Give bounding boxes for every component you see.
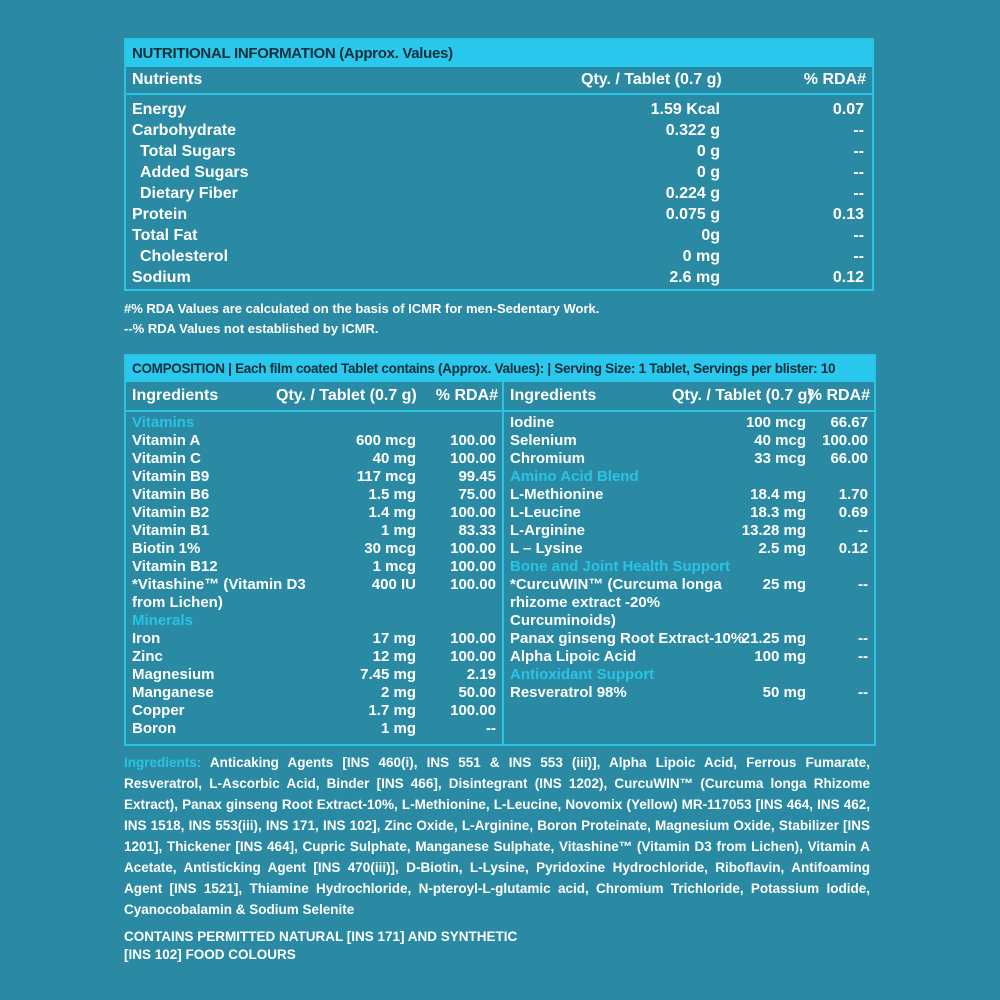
ingredient-qty: 17 mg bbox=[372, 630, 416, 647]
composition-right-column bbox=[504, 382, 874, 744]
ingredient-name: Biotin 1% bbox=[132, 540, 201, 557]
composition-table bbox=[124, 354, 876, 746]
nutrient-rda: 0.13 bbox=[832, 206, 864, 223]
colours-statement bbox=[124, 928, 517, 964]
ingredient-name: Vitamin B2 bbox=[132, 504, 210, 521]
ingredient-rda: 50.00 bbox=[458, 684, 496, 701]
ingredient-name: Resveratrol 98% bbox=[510, 684, 627, 701]
nutrient-rda: -- bbox=[853, 143, 864, 160]
section-heading: Bone and Joint Health Support bbox=[510, 558, 730, 575]
ingredient-qty: 600 mcg bbox=[355, 432, 416, 449]
ingredient-rda: 0.69 bbox=[838, 504, 868, 521]
ingredient-rda: -- bbox=[486, 720, 496, 737]
ingredient-rda: 83.33 bbox=[458, 522, 496, 539]
rda-note: --% RDA Values not established by ICMR. bbox=[124, 321, 379, 336]
header-qty: Qty. / Tablet (0.7 g) bbox=[581, 71, 722, 88]
ingredients-list bbox=[124, 752, 870, 920]
nutrient-name: Dietary Fiber bbox=[140, 185, 238, 202]
ingredients-label: Ingredients: bbox=[124, 755, 202, 770]
ingredient-name: L-Leucine bbox=[510, 504, 581, 521]
ingredient-qty: 1 mg bbox=[380, 522, 416, 539]
nutrition-row bbox=[126, 99, 872, 120]
nutrition-row bbox=[126, 183, 872, 204]
ingredient-qty: 100 mcg bbox=[745, 414, 806, 431]
ingredient-rda: 100.00 bbox=[450, 450, 496, 467]
ingredient-qty: 2 mg bbox=[380, 684, 416, 701]
colours-line: [INS 102] FOOD COLOURS bbox=[124, 947, 296, 962]
ingredient-row bbox=[504, 486, 874, 504]
nutrient-qty: 1.59 Kcal bbox=[650, 101, 720, 118]
nutrient-qty: 0.224 g bbox=[665, 185, 720, 202]
ingredient-qty: 1.4 mg bbox=[368, 504, 416, 521]
ingredient-row bbox=[126, 720, 502, 738]
ingredient-name: L-Arginine bbox=[510, 522, 585, 539]
nutrient-qty: 0.075 g bbox=[665, 206, 720, 223]
ingredient-row bbox=[126, 432, 502, 450]
nutrition-row bbox=[126, 204, 872, 225]
ingredient-rda: 0.12 bbox=[838, 540, 868, 557]
nutrient-rda: -- bbox=[853, 248, 864, 265]
ingredient-row bbox=[504, 540, 874, 558]
section-heading: Vitamins bbox=[132, 414, 195, 431]
ingredient-qty: 100 mg bbox=[754, 648, 806, 665]
nutrient-rda: -- bbox=[853, 227, 864, 244]
ingredient-row bbox=[504, 504, 874, 522]
ingredient-qty: 1 mcg bbox=[372, 558, 416, 575]
ingredient-rda: 100.00 bbox=[450, 630, 496, 647]
nutrition-title: NUTRITIONAL INFORMATION (Approx. Values) bbox=[126, 40, 872, 67]
section-heading: Amino Acid Blend bbox=[510, 468, 639, 485]
ingredient-name: Vitamin B12 bbox=[132, 558, 218, 575]
ingredient-row bbox=[126, 522, 502, 540]
ingredient-name: L – Lysine bbox=[510, 540, 583, 557]
ingredient-row bbox=[504, 648, 874, 666]
ingredient-qty: 13.28 mg bbox=[741, 522, 806, 539]
ingredient-rda: 100.00 bbox=[822, 432, 868, 449]
ingredient-name: Vitamin B9 bbox=[132, 468, 210, 485]
ingredient-qty: 1.7 mg bbox=[368, 702, 416, 719]
ingredient-name: *CurcuWIN™ (Curcuma longa rhizome extract -20% Curcuminoids) bbox=[510, 576, 722, 629]
ingredient-name: Vitamin B6 bbox=[132, 486, 210, 503]
ingredient-qty: 33 mcg bbox=[754, 450, 806, 467]
nutrition-rows bbox=[126, 95, 872, 288]
nutrient-rda: -- bbox=[853, 122, 864, 139]
ingredient-qty: 40 mg bbox=[372, 450, 416, 467]
ingredient-qty: 7.45 mg bbox=[360, 666, 416, 683]
nutrient-rda: 0.12 bbox=[832, 269, 864, 286]
ingredient-row bbox=[126, 666, 502, 684]
ingredient-qty: 21.25 mg bbox=[741, 630, 806, 647]
ingredient-row bbox=[126, 486, 502, 504]
ingredient-row bbox=[126, 504, 502, 522]
ingredient-rda: 100.00 bbox=[450, 540, 496, 557]
colours-line: CONTAINS PERMITTED NATURAL [INS 171] AND SYNTHETIC bbox=[124, 929, 518, 944]
ingredient-row bbox=[504, 522, 874, 540]
ingredient-rda: 100.00 bbox=[450, 558, 496, 575]
header-nutrients: Nutrients bbox=[132, 71, 203, 88]
ingredient-row bbox=[504, 432, 874, 450]
ingredient-rda: -- bbox=[858, 522, 868, 539]
composition-right-header bbox=[504, 382, 874, 412]
ingredient-qty: 50 mg bbox=[762, 684, 806, 701]
section-heading: Minerals bbox=[132, 612, 193, 629]
ingredient-name: Zinc bbox=[132, 648, 163, 665]
ingredient-rda: -- bbox=[858, 630, 868, 647]
ingredient-qty: 117 mcg bbox=[356, 468, 416, 485]
nutrient-name: Carbohydrate bbox=[132, 122, 237, 139]
nutrient-qty: 0 mg bbox=[682, 248, 720, 265]
ingredient-row bbox=[504, 414, 874, 432]
ingredient-name: Alpha Lipoic Acid bbox=[510, 648, 637, 665]
nutrition-row bbox=[126, 141, 872, 162]
ingredient-row bbox=[504, 576, 874, 630]
ingredient-rda: 100.00 bbox=[450, 504, 496, 521]
ingredient-qty: 1 mg bbox=[380, 720, 416, 737]
composition-left-header bbox=[126, 382, 502, 412]
rda-note: #% RDA Values are calculated on the basis of ICMR for men-Sedentary Work. bbox=[124, 301, 600, 316]
ingredient-qty: 25 mg bbox=[762, 576, 806, 593]
nutrition-row bbox=[126, 120, 872, 141]
ingredient-name: Magnesium bbox=[132, 666, 215, 683]
ingredient-rda: 100.00 bbox=[450, 648, 496, 665]
ingredient-row bbox=[126, 684, 502, 702]
ingredient-row bbox=[126, 468, 502, 486]
ingredient-row bbox=[126, 540, 502, 558]
ingredient-rda: 2.19 bbox=[466, 666, 496, 683]
ingredient-row bbox=[126, 576, 502, 612]
nutrient-name: Total Sugars bbox=[140, 143, 236, 160]
nutrition-row bbox=[126, 267, 872, 288]
ingredient-row bbox=[504, 684, 874, 702]
nutrition-row bbox=[126, 246, 872, 267]
ingredient-row bbox=[126, 450, 502, 468]
section-heading: Antioxidant Support bbox=[510, 666, 655, 683]
header-ingredients: Ingredients bbox=[510, 387, 597, 404]
ingredient-rda: 100.00 bbox=[450, 576, 496, 593]
ingredient-qty: 40 mcg bbox=[754, 432, 806, 449]
nutrient-rda: 0.07 bbox=[832, 101, 864, 118]
ingredient-qty: 12 mg bbox=[372, 648, 416, 665]
ingredient-name: Iron bbox=[132, 630, 161, 647]
ingredient-qty: 18.3 mg bbox=[750, 504, 806, 521]
nutrient-name: Total Fat bbox=[132, 227, 198, 244]
ingredient-rda: 1.70 bbox=[838, 486, 868, 503]
nutrient-name: Sodium bbox=[132, 269, 191, 286]
ingredient-name: Iodine bbox=[510, 414, 555, 431]
ingredient-name: Boron bbox=[132, 720, 177, 737]
nutrition-row bbox=[126, 162, 872, 183]
ingredient-qty: 18.4 mg bbox=[750, 486, 806, 503]
nutrient-qty: 0g bbox=[701, 227, 720, 244]
header-ingredients: Ingredients bbox=[132, 387, 219, 404]
nutrient-name: Added Sugars bbox=[140, 164, 249, 181]
ingredient-qty: 400 IU bbox=[371, 576, 416, 593]
ingredient-row bbox=[126, 558, 502, 576]
nutrition-row bbox=[126, 225, 872, 246]
ingredient-row bbox=[126, 630, 502, 648]
ingredient-name: *Vitashine™ (Vitamin D3 from Lichen) bbox=[132, 576, 306, 611]
ingredient-rda: 66.00 bbox=[830, 450, 868, 467]
ingredient-rda: 99.45 bbox=[458, 468, 496, 485]
ingredient-rda: -- bbox=[858, 648, 868, 665]
header-qty: Qty. / Tablet (0.7 g) bbox=[672, 387, 813, 404]
ingredients-text: Anticaking Agents [INS 460(i), INS 551 & INS 553 (iii)], Alpha Lipoic Acid, Ferrous Fumarate, Resveratrol, L-Ascorbic Acid, Binder [INS 466], Disintegrant (INS 1202), CurcuWIN™ (Curcuma longa Rhizome Extract), Panax ginseng Root Extract-10%, L-Methionine, L-Leucine, Novomix (Yellow) MR-117053 [INS 464, INS 462, INS 1518, INS 553(iii), INS 171, INS 102], Zinc Oxide, L-Arginine, Boron Proteinate, Magnesium Oxide, Stabilizer [INS 1201], Thickener [INS 464], Cupric Sulphate, Manganese Sulphate, Vitashine™ (Vitamin D3 from Lichen), Vitamin A Acetate, Antisticking Agent [INS 470(iii)], D-Biotin, L-Lysine, Pyridoxine Hydrochloride, Riboflavin, Antifoaming Agent [INS 1521], Thiamine Hydrochloride, N-pteroyl-L-glutamic acid, Chromium Trichloride, Potassium Iodide, Cyanocobalamin & Sodium Selenite bbox=[124, 755, 870, 917]
ingredient-qty: 30 mcg bbox=[364, 540, 416, 557]
ingredient-rda: 100.00 bbox=[450, 702, 496, 719]
nutrient-name: Protein bbox=[132, 206, 188, 223]
ingredient-qty: 2.5 mg bbox=[758, 540, 806, 557]
composition-left-column bbox=[126, 382, 504, 744]
nutrient-qty: 0 g bbox=[696, 143, 720, 160]
ingredient-row bbox=[504, 450, 874, 468]
ingredient-rda: 100.00 bbox=[450, 432, 496, 449]
ingredient-name: Vitamin C bbox=[132, 450, 201, 467]
nutrient-name: Energy bbox=[132, 101, 187, 118]
ingredient-name: L-Methionine bbox=[510, 486, 604, 503]
composition-title: COMPOSITION | Each film coated Tablet contains (Approx. Values): | Serving Size: 1 Tablet, Servings per blister: 10 bbox=[126, 356, 874, 382]
ingredient-name: Panax ginseng Root Extract-10% bbox=[510, 630, 745, 647]
nutrient-name: Cholesterol bbox=[140, 248, 229, 265]
ingredient-name: Chromium bbox=[510, 450, 585, 467]
ingredient-name: Manganese bbox=[132, 684, 214, 701]
header-rda: % RDA# bbox=[807, 387, 870, 404]
ingredient-row bbox=[126, 702, 502, 720]
nutrient-rda: -- bbox=[853, 164, 864, 181]
nutrition-header bbox=[126, 67, 872, 95]
ingredient-row bbox=[126, 648, 502, 666]
ingredient-row bbox=[504, 630, 874, 648]
nutrient-qty: 0.322 g bbox=[665, 122, 720, 139]
ingredient-name: Copper bbox=[132, 702, 185, 719]
nutrition-table bbox=[124, 38, 874, 291]
nutrient-qty: 0 g bbox=[696, 164, 720, 181]
header-rda: % RDA# bbox=[803, 71, 866, 88]
ingredient-name: Vitamin B1 bbox=[132, 522, 210, 539]
ingredient-name: Vitamin A bbox=[132, 432, 201, 449]
ingredient-rda: -- bbox=[858, 684, 868, 701]
rda-notes bbox=[124, 299, 599, 339]
ingredient-name: Selenium bbox=[510, 432, 577, 449]
header-qty: Qty. / Tablet (0.7 g) bbox=[276, 387, 417, 404]
nutrient-qty: 2.6 mg bbox=[669, 269, 720, 286]
ingredient-qty: 1.5 mg bbox=[368, 486, 416, 503]
nutrient-rda: -- bbox=[853, 185, 864, 202]
ingredient-rda: 66.67 bbox=[830, 414, 868, 431]
ingredient-rda: 75.00 bbox=[458, 486, 496, 503]
ingredient-rda: -- bbox=[858, 576, 868, 593]
header-rda: % RDA# bbox=[435, 387, 498, 404]
